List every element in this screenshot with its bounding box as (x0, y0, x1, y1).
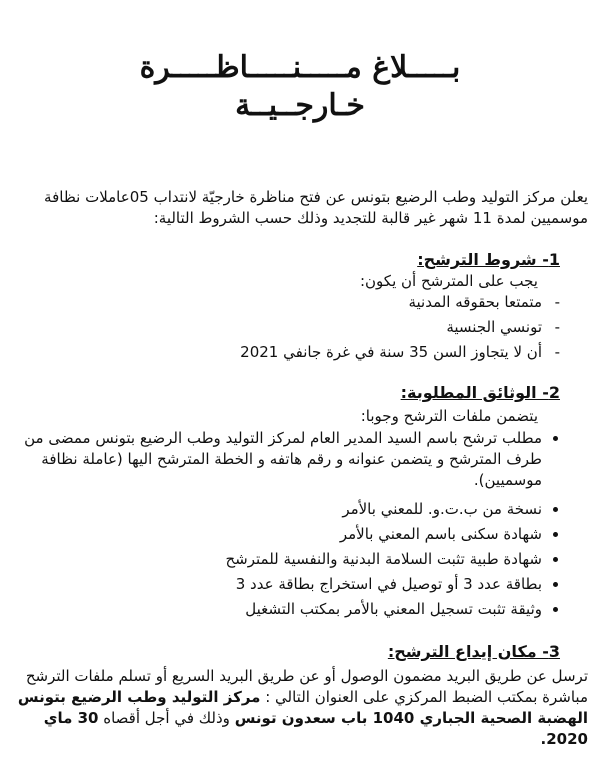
section1-heading: 1- شروط الترشح: (417, 250, 560, 269)
deposit-text-mid: وذلك في أجل أقصاه (98, 709, 235, 727)
section2-heading: 2- الوثائق المطلوبة: (400, 383, 560, 402)
deposit-deadline: 30 ماي 2020. (43, 709, 588, 748)
title-line-1: بـــــلاغ مـــــنـــــاظـــــرة (139, 50, 461, 85)
section3-heading: 3- مكان إيداع الترشح: (387, 642, 560, 661)
condition-item: -أن لا يتجاوز السن 35 سنة في غرة جانفي 2021 (240, 343, 560, 361)
condition-item: -تونسي الجنسية (446, 318, 560, 336)
condition-text: تونسي الجنسية (446, 318, 542, 336)
document-item: • مطلب ترشح باسم السيد المدير العام لمركز التوليد وطب الرضيع بتونس ممضى من طرف المترشح و يتضمن عنوانه و رقم هاتفه و الخطة المترشح اليها (عاملة نظافة موسميين). (10, 428, 542, 491)
condition-item: -متمتعا بحقوقه المدنية (408, 293, 560, 311)
condition-text: أن لا يتجاوز السن 35 سنة في غرة جانفي 2021 (240, 343, 542, 361)
documents-list (10, 428, 564, 622)
document-item: • نسخة من ب.ت.و. للمعني بالأمر (10, 497, 542, 522)
intro-paragraph: يعلن مركز التوليد وطب الرضيع بتونس عن فتح مناظرة خارجيّة لانتداب 05عاملات نظافة موسميين لمدة 11 شهر غير قالبة للتجديد وذلك حسب الشروط التالية: (44, 188, 588, 227)
document-item: • شهادة سكنى باسم المعني بالأمر (10, 522, 542, 547)
document-item: • بطاقة عدد 3 أو توصيل في استخراج بطاقة عدد 3 (10, 572, 542, 597)
deposit-text: ترسل عن طريق البريد مضمون الوصول أو عن طريق البريد السريع أو تسلم ملفات الترشح مباشرة بمكتب الضبط المركزي على العنوان التالي : (25, 667, 588, 706)
title-line-2: خـارجــيــة (235, 88, 365, 123)
condition-text: متمتعا بحقوقه المدنية (408, 293, 542, 311)
deposit-paragraph (10, 666, 588, 750)
document-item: • شهادة طبية تثبت السلامة البدنية والنفسية للمترشح (10, 547, 542, 572)
deposit-address: مركز التوليد وطب الرضيع بتونس الهضبة الصحية الجباري 1040 باب سعدون تونس (17, 688, 588, 727)
document-item: • وثيقة تثبت تسجيل المعني بالأمر بمكتب التشغيل (10, 597, 542, 622)
section2-lead: يتضمن ملفات الترشح وجوبا: (360, 407, 538, 425)
section1-lead: يجب على المترشح أن يكون: (359, 272, 538, 290)
